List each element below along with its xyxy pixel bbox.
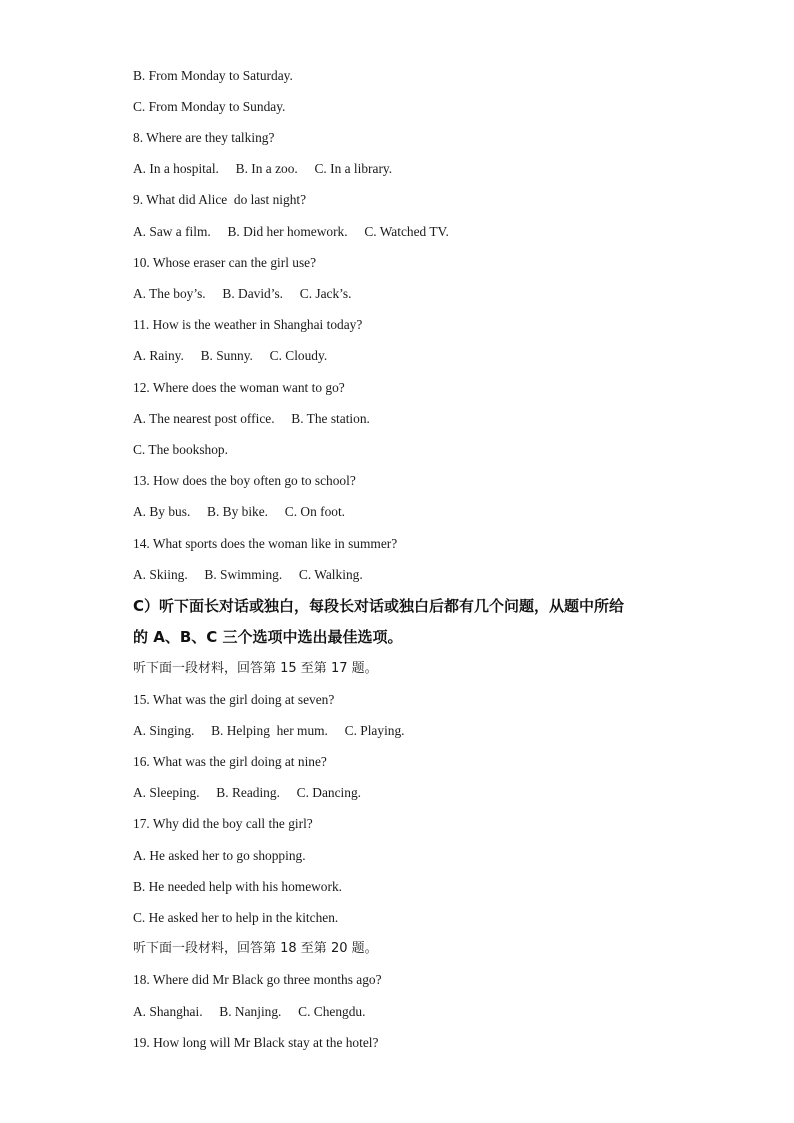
answer-option-line: C. The bookshop.: [133, 442, 228, 457]
question-11: 11. How is the weather in Shanghai today?: [133, 317, 363, 332]
question-8: 8. Where are they talking?: [133, 130, 275, 145]
listening-material-note: 听下面一段材料，回答第 15 至第 17 题。: [133, 661, 378, 676]
question-15: 15. What was the girl doing at seven?: [133, 692, 335, 707]
answer-options-15: A. Singing. B. Helping her mum. C. Playing.: [133, 723, 405, 738]
answer-options-14: A. Skiing. B. Swimming. C. Walking.: [133, 567, 363, 582]
answer-options-13: A. By bus. B. By bike. C. On foot.: [133, 504, 346, 519]
question-13: 13. How does the boy often go to school?: [133, 473, 356, 488]
question-14: 14. What sports does the woman like in summer?: [133, 536, 398, 551]
answer-options-18: A. Shanghai. B. Nanjing. C. Chengdu.: [133, 1004, 366, 1019]
answer-option-line: B. From Monday to Saturday.: [133, 68, 293, 83]
answer-options-12: A. The nearest post office. B. The station.: [133, 411, 370, 426]
section-c-instruction-continued: 的 A、B、C 三个选项中选出最佳选项。: [133, 628, 403, 646]
answer-option-line: B. He needed help with his homework.: [133, 879, 342, 894]
question-19: 19. How long will Mr Black stay at the hotel?: [133, 1035, 379, 1050]
answer-options-16: A. Sleeping. B. Reading. C. Dancing.: [133, 785, 361, 800]
question-18: 18. Where did Mr Black go three months ago?: [133, 972, 382, 987]
answer-options-8: A. In a hospital. B. In a zoo. C. In a library.: [133, 161, 393, 176]
question-10: 10. Whose eraser can the girl use?: [133, 255, 317, 270]
answer-option-line: C. From Monday to Sunday.: [133, 99, 286, 114]
answer-option-line: A. He asked her to go shopping.: [133, 848, 306, 863]
question-16: 16. What was the girl doing at nine?: [133, 754, 327, 769]
question-12: 12. Where does the woman want to go?: [133, 380, 345, 395]
question-17: 17. Why did the boy call the girl?: [133, 816, 313, 831]
answer-option-line: C. He asked her to help in the kitchen.: [133, 910, 339, 925]
answer-options-10: A. The boy’s. B. David’s. C. Jack’s.: [133, 286, 352, 301]
section-c-instruction: C）听下面长对话或独白，每段长对话或独白后都有几个问题，从题中所给: [133, 597, 625, 615]
answer-options-9: A. Saw a film. B. Did her homework. C. Watched TV.: [133, 224, 449, 239]
listening-material-note: 听下面一段材料，回答第 18 至第 20 题。: [133, 941, 378, 956]
question-9: 9. What did Alice do last night?: [133, 192, 307, 207]
answer-options-11: A. Rainy. B. Sunny. C. Cloudy.: [133, 348, 328, 363]
